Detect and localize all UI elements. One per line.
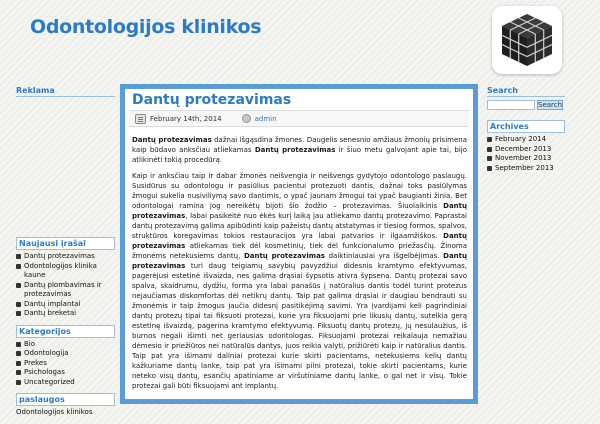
recent-posts-list — [16, 252, 115, 319]
bullet-icon — [16, 361, 21, 366]
rubiks-cube-icon — [500, 12, 554, 68]
post-content — [125, 127, 473, 391]
categories-title: Kategorijos — [16, 325, 115, 338]
categories-widget — [16, 325, 115, 388]
category-link[interactable]: Prekes — [16, 359, 115, 369]
bullet-icon — [16, 342, 21, 347]
bullet-icon — [487, 147, 492, 152]
bullet-icon — [16, 283, 21, 288]
archive-link[interactable]: February 2014 — [487, 135, 565, 145]
bullet-icon — [487, 137, 492, 142]
right-sidebar — [487, 86, 565, 179]
category-link[interactable]: Uncategorized — [16, 378, 115, 388]
search-widget — [487, 86, 565, 110]
category-link[interactable]: Psichologas — [16, 368, 115, 378]
paslaugos-title: paslaugos — [16, 393, 115, 406]
bullet-icon — [16, 351, 21, 356]
archive-link[interactable]: September 2013 — [487, 164, 565, 174]
paslaugos-list — [16, 408, 115, 418]
recent-post-link[interactable]: Dantų implantai — [16, 300, 115, 310]
bullet-icon — [16, 380, 21, 385]
search-form — [487, 100, 565, 110]
recent-posts-title: Naujausi įrašai — [16, 237, 115, 250]
archives-list — [487, 135, 565, 173]
paslaugos-link[interactable]: Odontologijos klinikos — [16, 408, 93, 416]
site-title[interactable]: Odontologijos klinikos — [30, 16, 262, 38]
post-author[interactable]: admin — [254, 114, 277, 123]
post-date: February 14th, 2014 — [150, 114, 222, 123]
post-title[interactable]: Dantų protezavimas — [132, 92, 292, 108]
calendar-icon — [135, 114, 146, 124]
archives-title: Archives — [487, 120, 565, 133]
search-button[interactable]: Search — [538, 101, 563, 109]
recent-post-link[interactable]: Odontologijos klinika kaune — [16, 262, 115, 281]
post-container — [120, 84, 478, 404]
bullet-icon — [16, 264, 21, 269]
site-logo[interactable] — [492, 6, 562, 74]
bullet-icon — [487, 156, 492, 161]
bullet-icon — [16, 311, 21, 316]
post-meta — [129, 110, 469, 127]
recent-post-link[interactable]: Dantų plombavimas ir protezavimas — [16, 281, 115, 300]
search-input[interactable] — [487, 100, 535, 110]
bullet-icon — [16, 254, 21, 259]
archive-link[interactable]: December 2013 — [487, 145, 565, 155]
ad-space — [16, 99, 115, 231]
search-title: Search — [487, 86, 565, 97]
bullet-icon — [16, 370, 21, 375]
reklama-title: Reklama — [16, 86, 115, 97]
bullet-icon — [16, 302, 21, 307]
user-icon — [242, 114, 251, 123]
category-link[interactable]: Bio — [16, 340, 115, 350]
left-sidebar — [16, 86, 115, 424]
reklama-widget — [16, 86, 115, 231]
archive-link[interactable]: November 2013 — [487, 154, 565, 164]
post-paragraph: Kaip ir anksčiau taip ir dabar žmonės neišvengia ir neišvengs gydytojo odontologo paslaugų. Susidūrus su odontologu ir pasiūlius pacientui protezuoti dantis, dažnai toks pasiūlymas žmogui sukelia nusiviliymą savo dantimis, o ypač jaunam žmogui tai ypač baugianti žinia. Bet odontologai ramina jog nereikėtų bijoti šio žodžio – protezavimas. Šiuolaikinis Dantų protezavimas, labai pasikeitė nuo ėkės kurį laiką jau atliekamo dantų protezavimo. Paprastai dantų protezavimą galima apibūdinti kaip pažeistų dantų atstatymas ir tiesiog formos, spalvos, struktūros koregavimas tokios restauracijos yra labai patvarios ir ilgaamžiškos. Dantų protezavimas atliekamas tiek dėl kosmetinių, tiek dėl funkcionalumo priežasčių. Žinoma žmonėms netekusiems dantų, Dantų protezavimas daiktiniausiai yra išgelbėjimas. Dantų protezavimas turi daug teigiamų savybių pavyzdžiui didesnis kramtymo efektyvumas, pagerėjusi estetinė išvaizda, nes galima drąsiai šypsotis ativra šypsena. Dantų protezai savo spalva, skaidrumu, dydžiu, forma yra labai panašūs į natūralius dantis todėl turint protezus nejaučiamas diskomfortas dėl netikrų dantų. Taip pat galima drąsiai ir daugiau bendrauti su žmonėmis ir taip žmogus jaučia didesnį pasitikėjimą savimi. Yra įvardijami keli pagrindiniai dantų protezų tipai tai fiksuoti protezai, kurie yra fiksuojami prie likusių dantų, sutelkia gerą estetinę išvaizdą, pagerina kramtymo efektyvumą. Fiksuotų dantų protezų, jų nesulaužius, iš burnos negali išimti net geriausias odontologas. Fiksuojami protezai reikalauja nemažiau dėmesio ir priežiūros nei natūralūs dantys, juos reikia valyti, prižiūrėti kaip ir natūralius dantis. Taip pat yra išimami daliniai protezai kurie skirti pacientams, netekusiems kelių dantų kažkuriame dantų lanke, taip pat yra išimami pilni protezai, tokie skirti pacientams, kurie neteko visų dantų, esančių apatiniame ar viršutiniame dantų lanke, o gal net ir visų. Tokie protezai gali būti fiksuojami ant implantų. — [132, 172, 467, 390]
post-paragraph: Dantų protezavimas dažnai išgąsdina žmones. Daugelis senesnio amžiaus žmonių prisimena kaip būdavo anksčiau atliekamas Dantų protezavimas ir šiuo metu galvojant apie tai, bijo atlikinėti tokią procedūrą. — [132, 136, 467, 164]
bullet-icon — [487, 166, 492, 171]
paslaugos-widget — [16, 393, 115, 418]
category-link[interactable]: Odontologija — [16, 349, 115, 359]
recent-post-link[interactable]: Dantų protezavimas — [16, 252, 115, 262]
archives-widget — [487, 120, 565, 173]
categories-list — [16, 340, 115, 388]
recent-posts-widget — [16, 237, 115, 319]
recent-post-link[interactable]: Dantų breketai — [16, 309, 115, 319]
